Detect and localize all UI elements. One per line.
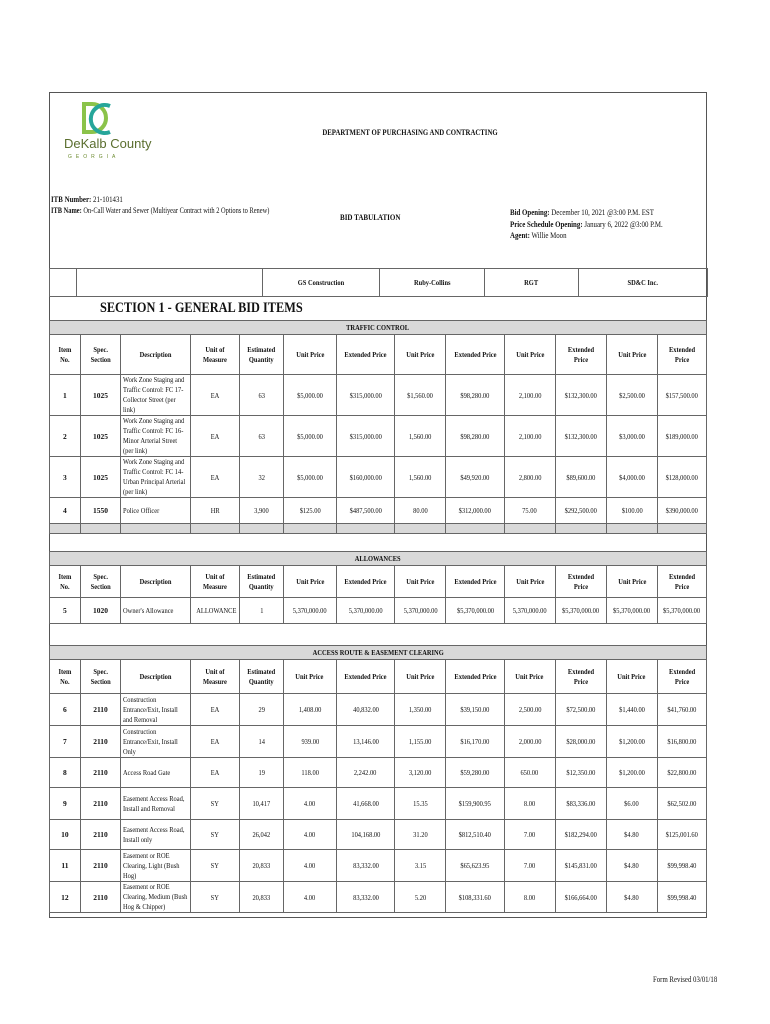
spec-section: 1025 — [80, 416, 120, 457]
unit-price: 31.20 — [395, 820, 446, 850]
unit-of-measure: EA — [191, 694, 240, 726]
extended-price: $99,998.40 — [657, 882, 706, 913]
extended-price: $125,001.60 — [657, 820, 706, 850]
item-no: 2 — [50, 416, 81, 457]
extended-price: $5,370,000.00 — [555, 598, 606, 624]
unit-price: 3.15 — [395, 850, 446, 882]
column-header: Unit Price — [283, 335, 336, 375]
extended-price: $98,280.00 — [446, 375, 504, 416]
extended-price: $49,920.00 — [446, 457, 504, 498]
table-row — [50, 882, 707, 913]
extended-price: $166,664.00 — [555, 882, 606, 913]
extended-price: $128,000.00 — [657, 457, 706, 498]
item-description: Work Zone Staging and Traffic Control: FC 17-Collector Street (per link) — [121, 375, 191, 416]
table-row — [50, 598, 707, 624]
column-header: Estimated Quantity — [240, 566, 284, 598]
unit-price: 3,120.00 — [395, 758, 446, 788]
group-title: ACCESS ROUTE & EASEMENT CLEARING — [50, 646, 707, 660]
logo-text: DeKalb County — [64, 136, 152, 151]
unit-price: $6.00 — [606, 788, 657, 820]
item-no: 9 — [50, 788, 81, 820]
column-header: Unit Price — [504, 335, 555, 375]
unit-price: 75.00 — [504, 498, 555, 524]
column-header: Item No. — [50, 660, 81, 694]
unit-of-measure: SY — [191, 820, 240, 850]
unit-price: 80.00 — [395, 498, 446, 524]
price-opening-label: Price Schedule Opening: — [510, 219, 583, 229]
spec-section: 2110 — [80, 788, 120, 820]
unit-price: 1,560.00 — [395, 416, 446, 457]
agent-label: Agent: — [510, 231, 530, 240]
unit-of-measure: SY — [191, 788, 240, 820]
spacer-cell — [446, 524, 504, 534]
group-title: ALLOWANCES — [50, 552, 707, 566]
unit-price: 5,370,000.00 — [395, 598, 446, 624]
item-description: Police Officer — [121, 498, 191, 524]
unit-price: 939.00 — [283, 726, 336, 758]
vendor-name: Ruby-Collins — [380, 269, 485, 297]
spec-section: 2110 — [80, 726, 120, 758]
column-header: Extended Price — [657, 566, 706, 598]
item-no: 10 — [50, 820, 81, 850]
dekalb-logo — [64, 100, 152, 166]
extended-price: 40,832.00 — [336, 694, 394, 726]
itb-name: On-Call Water and Sewer (Multiyear Contract with 2 Options to Renew) — [83, 206, 270, 215]
unit-price: 1,560.00 — [395, 457, 446, 498]
item-description: Easement or ROE Clearing, Light (Bush Hog) — [121, 850, 191, 882]
column-header: Extended Price — [336, 660, 394, 694]
unit-of-measure: EA — [191, 375, 240, 416]
extended-price: $16,800.00 — [657, 726, 706, 758]
extended-price: 104,168.00 — [336, 820, 394, 850]
column-header: Unit Price — [504, 660, 555, 694]
agent-value: Willie Moon — [531, 231, 567, 240]
spec-section: 1020 — [80, 598, 120, 624]
estimated-quantity: 20,833 — [240, 850, 284, 882]
extended-price: $145,831.00 — [555, 850, 606, 882]
unit-of-measure: HR — [191, 498, 240, 524]
unit-price: 2,000.00 — [504, 726, 555, 758]
unit-price: $4.80 — [606, 882, 657, 913]
spacer-cell — [121, 524, 191, 534]
column-header: Extended Price — [336, 566, 394, 598]
column-header: Extended Price — [446, 566, 504, 598]
vendor-name: RGT — [485, 269, 579, 297]
estimated-quantity: 1 — [240, 598, 284, 624]
column-header: Unit Price — [395, 566, 446, 598]
spacer-cell — [336, 524, 394, 534]
extended-price: $41,760.00 — [657, 694, 706, 726]
extended-price: $487,500.00 — [336, 498, 394, 524]
spec-section: 2110 — [80, 882, 120, 913]
table-row — [50, 457, 707, 498]
column-header: Estimated Quantity — [240, 660, 284, 694]
item-no: 6 — [50, 694, 81, 726]
unit-of-measure: EA — [191, 758, 240, 788]
column-header: Estimated Quantity — [240, 335, 284, 375]
unit-price: $4,000.00 — [606, 457, 657, 498]
column-header: Extended Price — [555, 335, 606, 375]
extended-price: $16,170.00 — [446, 726, 504, 758]
unit-price: 8.00 — [504, 882, 555, 913]
unit-price: $3,000.00 — [606, 416, 657, 457]
extended-price: 83,332.00 — [336, 882, 394, 913]
bid-tabulation-title: BID TABULATION — [340, 213, 401, 222]
spec-section: 2110 — [80, 820, 120, 850]
column-header: Unit of Measure — [191, 335, 240, 375]
extended-price: $39,150.00 — [446, 694, 504, 726]
spacer-cell — [504, 524, 555, 534]
column-header: Extended Price — [446, 335, 504, 375]
extended-price: 83,332.00 — [336, 850, 394, 882]
item-no: 4 — [50, 498, 81, 524]
column-header: Spec. Section — [80, 335, 120, 375]
form-revised-footer: Form Revised 03/01/18 — [653, 975, 718, 984]
column-header: Unit Price — [606, 335, 657, 375]
estimated-quantity: 3,900 — [240, 498, 284, 524]
extended-price: $315,000.00 — [336, 416, 394, 457]
extended-price: $182,294.00 — [555, 820, 606, 850]
spacer-cell — [240, 524, 284, 534]
extended-price: 2,242.00 — [336, 758, 394, 788]
item-no: 1 — [50, 375, 81, 416]
column-header: Description — [121, 335, 191, 375]
department-title: DEPARTMENT OF PURCHASING AND CONTRACTING — [322, 128, 498, 137]
spacer-cell — [395, 524, 446, 534]
extended-price: $59,280.00 — [446, 758, 504, 788]
column-header: Unit Price — [606, 660, 657, 694]
item-no: 12 — [50, 882, 81, 913]
column-header: Unit Price — [395, 660, 446, 694]
unit-price: 2,100.00 — [504, 375, 555, 416]
column-header: Extended Price — [555, 566, 606, 598]
spacer-cell — [80, 524, 120, 534]
unit-of-measure: EA — [191, 457, 240, 498]
column-header: Description — [121, 660, 191, 694]
unit-price: $1,200.00 — [606, 726, 657, 758]
unit-price: 5,370,000.00 — [504, 598, 555, 624]
bid-group-table — [49, 320, 707, 534]
blank-cell — [77, 269, 263, 297]
estimated-quantity: 19 — [240, 758, 284, 788]
unit-of-measure: EA — [191, 416, 240, 457]
table-row — [50, 375, 707, 416]
unit-price: 1,350.00 — [395, 694, 446, 726]
extended-price: $65,623.95 — [446, 850, 504, 882]
itb-number-label: ITB Number: — [51, 195, 92, 204]
extended-price: $12,350.00 — [555, 758, 606, 788]
extended-price: $292,500.00 — [555, 498, 606, 524]
unit-price: 4.00 — [283, 788, 336, 820]
table-row — [50, 758, 707, 788]
extended-price: $5,370,000.00 — [446, 598, 504, 624]
extended-price: $132,300.00 — [555, 375, 606, 416]
unit-price: 2,800.00 — [504, 457, 555, 498]
bid-opening-value: December 10, 2021 @3:00 P.M. EST — [551, 208, 654, 217]
unit-price: $4.80 — [606, 820, 657, 850]
bid-group-table — [49, 551, 707, 624]
spacer-cell — [283, 524, 336, 534]
bid-group-table — [49, 645, 707, 913]
unit-price: $125.00 — [283, 498, 336, 524]
unit-price: $5,000.00 — [283, 375, 336, 416]
estimated-quantity: 10,417 — [240, 788, 284, 820]
unit-price: $4.80 — [606, 850, 657, 882]
extended-price: $315,000.00 — [336, 375, 394, 416]
estimated-quantity: 63 — [240, 375, 284, 416]
unit-price: $5,370,000.00 — [606, 598, 657, 624]
spacer-cell — [191, 524, 240, 534]
estimated-quantity: 20,833 — [240, 882, 284, 913]
unit-price: 5,370,000.00 — [283, 598, 336, 624]
item-description: Easement Access Road, Install only — [121, 820, 191, 850]
table-row — [50, 820, 707, 850]
unit-price: 2,500.00 — [504, 694, 555, 726]
extended-price: $83,336.00 — [555, 788, 606, 820]
table-row — [50, 788, 707, 820]
extended-price: $160,000.00 — [336, 457, 394, 498]
item-description: Access Road Gate — [121, 758, 191, 788]
extended-price: $98,280.00 — [446, 416, 504, 457]
extended-price: $189,000.00 — [657, 416, 706, 457]
item-description: Easement or ROE Clearing, Medium (Bush Hog & Chipper) — [121, 882, 191, 913]
extended-price: $99,998.40 — [657, 850, 706, 882]
opening-info — [510, 207, 663, 242]
item-no: 7 — [50, 726, 81, 758]
spacer-cell — [50, 524, 81, 534]
itb-number: 21-101431 — [93, 195, 123, 204]
blank-cell — [50, 269, 77, 297]
unit-price: $5,000.00 — [283, 457, 336, 498]
column-header: Unit of Measure — [191, 660, 240, 694]
unit-price: 5.20 — [395, 882, 446, 913]
column-header: Extended Price — [336, 335, 394, 375]
item-no: 3 — [50, 457, 81, 498]
unit-price: 1,155.00 — [395, 726, 446, 758]
extended-price: $812,510.40 — [446, 820, 504, 850]
column-header: Item No. — [50, 566, 81, 598]
unit-price: 118.00 — [283, 758, 336, 788]
extended-price: 41,668.00 — [336, 788, 394, 820]
table-row — [50, 726, 707, 758]
column-header: Unit Price — [283, 660, 336, 694]
column-header: Extended Price — [657, 335, 706, 375]
vendor-name: GS Construction — [263, 269, 380, 297]
price-opening-value: January 6, 2022 @3:00 P.M. — [584, 219, 663, 229]
unit-price: $100.00 — [606, 498, 657, 524]
unit-price: 8.00 — [504, 788, 555, 820]
extended-price: $72,500.00 — [555, 694, 606, 726]
unit-price: $2,500.00 — [606, 375, 657, 416]
estimated-quantity: 63 — [240, 416, 284, 457]
spec-section: 1025 — [80, 457, 120, 498]
unit-price: $5,000.00 — [283, 416, 336, 457]
spacer-cell — [657, 524, 706, 534]
spec-section: 1025 — [80, 375, 120, 416]
unit-price: 4.00 — [283, 820, 336, 850]
column-header: Item No. — [50, 335, 81, 375]
item-no: 5 — [50, 598, 81, 624]
unit-price: 4.00 — [283, 850, 336, 882]
extended-price: $132,300.00 — [555, 416, 606, 457]
column-header: Unit of Measure — [191, 566, 240, 598]
item-no: 11 — [50, 850, 81, 882]
item-description: Work Zone Staging and Traffic Control: FC 16-Minor Arterial Street (per link) — [121, 416, 191, 457]
unit-price: 15.35 — [395, 788, 446, 820]
column-header: Extended Price — [555, 660, 606, 694]
table-row — [50, 416, 707, 457]
spacer-cell — [606, 524, 657, 534]
unit-price: $1,440.00 — [606, 694, 657, 726]
column-header: Unit Price — [504, 566, 555, 598]
extended-price: $108,331.60 — [446, 882, 504, 913]
column-header: Unit Price — [395, 335, 446, 375]
bid-opening-label: Bid Opening: — [510, 208, 550, 217]
extended-price: $28,000.00 — [555, 726, 606, 758]
unit-of-measure: ALLOWANCE — [191, 598, 240, 624]
itb-name-label: ITB Name: — [51, 206, 82, 215]
column-header: Spec. Section — [80, 566, 120, 598]
unit-price: $1,560.00 — [395, 375, 446, 416]
group-title: TRAFFIC CONTROL — [50, 321, 707, 335]
spacer-cell — [555, 524, 606, 534]
column-header: Extended Price — [446, 660, 504, 694]
extended-price: $5,370,000.00 — [657, 598, 706, 624]
column-header: Description — [121, 566, 191, 598]
spec-section: 2110 — [80, 758, 120, 788]
extended-price: $390,000.00 — [657, 498, 706, 524]
extended-price: 13,146.00 — [336, 726, 394, 758]
spec-section: 2110 — [80, 694, 120, 726]
unit-price: 7.00 — [504, 850, 555, 882]
extended-price: $159,900.95 — [446, 788, 504, 820]
item-description: Construction Entrance/Exit, Install Only — [121, 726, 191, 758]
extended-price: $22,800.00 — [657, 758, 706, 788]
unit-price: 650.00 — [504, 758, 555, 788]
unit-price: 4.00 — [283, 882, 336, 913]
estimated-quantity: 14 — [240, 726, 284, 758]
column-header: Unit Price — [606, 566, 657, 598]
table-row — [50, 694, 707, 726]
item-description: Construction Entrance/Exit, Install and Removal — [121, 694, 191, 726]
item-description: Owner's Allowance — [121, 598, 191, 624]
extended-price: 5,370,000.00 — [336, 598, 394, 624]
logo-subtext: GEORGIA — [68, 154, 120, 160]
estimated-quantity: 26,042 — [240, 820, 284, 850]
vendor-name: SD&C Inc. — [579, 269, 708, 297]
unit-price: $1,200.00 — [606, 758, 657, 788]
spec-section: 2110 — [80, 850, 120, 882]
item-description: Work Zone Staging and Traffic Control: FC 14-Urban Principal Arterial (per link) — [121, 457, 191, 498]
unit-of-measure: EA — [191, 726, 240, 758]
unit-of-measure: SY — [191, 850, 240, 882]
vendor-header-table — [49, 268, 708, 297]
table-row — [50, 850, 707, 882]
extended-price: $157,500.00 — [657, 375, 706, 416]
item-description: Easement Access Road, Install and Removal — [121, 788, 191, 820]
estimated-quantity: 32 — [240, 457, 284, 498]
column-header: Spec. Section — [80, 660, 120, 694]
column-header: Extended Price — [657, 660, 706, 694]
table-row — [50, 498, 707, 524]
column-header: Unit Price — [283, 566, 336, 598]
spec-section: 1550 — [80, 498, 120, 524]
unit-of-measure: SY — [191, 882, 240, 913]
section-title: SECTION 1 - GENERAL BID ITEMS — [100, 300, 303, 316]
itb-info — [51, 194, 324, 216]
estimated-quantity: 29 — [240, 694, 284, 726]
extended-price: $312,000.00 — [446, 498, 504, 524]
extended-price: $62,502.00 — [657, 788, 706, 820]
item-no: 8 — [50, 758, 81, 788]
unit-price: 1,408.00 — [283, 694, 336, 726]
extended-price: $89,600.00 — [555, 457, 606, 498]
unit-price: 2,100.00 — [504, 416, 555, 457]
unit-price: 7.00 — [504, 820, 555, 850]
